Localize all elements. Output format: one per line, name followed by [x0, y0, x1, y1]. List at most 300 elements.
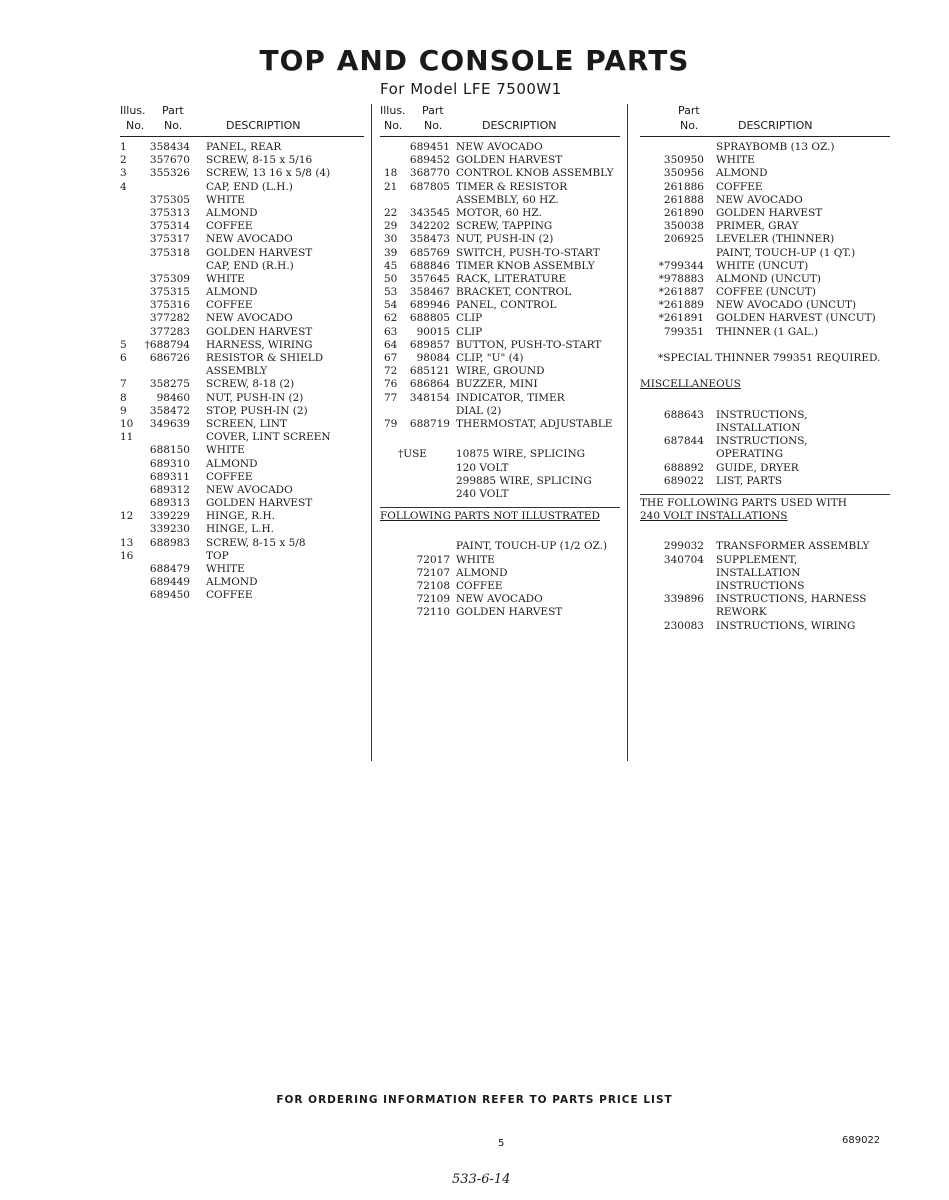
list-item	[380, 141, 620, 154]
part-number: 689857	[409, 338, 450, 351]
page-title: TOP AND CONSOLE PARTS	[259, 44, 690, 77]
part-number: 689449	[149, 576, 190, 589]
part-number: 348154	[409, 391, 450, 404]
part-number: 358472	[149, 404, 190, 417]
part-number: 375316	[149, 299, 190, 312]
list-item	[640, 299, 890, 312]
list-item	[120, 418, 364, 431]
part-description: WHITE	[456, 553, 495, 566]
part-description: WHITE (UNCUT)	[716, 259, 809, 272]
list-item	[120, 405, 364, 418]
part-number: 688983	[149, 536, 190, 549]
list-item	[380, 593, 620, 606]
illus-number: 53	[384, 286, 398, 299]
part-description: ASSEMBLY	[206, 365, 268, 378]
list-item	[120, 194, 364, 207]
list-item	[640, 409, 890, 422]
part-number: 339230	[149, 523, 190, 536]
part-description: SCREEN, LINT	[206, 417, 287, 430]
part-number: 350950	[663, 154, 704, 167]
volt-heading-line-1: THE FOLLOWING PARTS USED WITH	[640, 496, 847, 509]
list-item	[640, 141, 890, 154]
part-number: 339896	[663, 593, 704, 606]
miscellaneous-heading: MISCELLANEOUS	[640, 378, 741, 391]
part-number: 90015	[416, 325, 450, 338]
part-description: COFFEE	[716, 180, 763, 193]
list-item	[380, 392, 620, 405]
part-description: SPRAYBOMB (13 OZ.)	[716, 141, 835, 153]
part-number: 689450	[149, 589, 190, 602]
header-illus: Illus.	[380, 104, 406, 117]
part-description: NEW AVOCADO	[206, 233, 293, 246]
not-illustrated-heading: FOLLOWING PARTS NOT ILLUSTRATED	[380, 510, 600, 523]
part-number: 799351	[663, 325, 704, 338]
column-header	[380, 102, 620, 137]
list-item	[640, 462, 890, 475]
part-number: 375314	[149, 220, 190, 233]
list-item	[120, 299, 364, 312]
part-description: INDICATOR, TIMER	[456, 391, 565, 404]
parts-list	[380, 141, 620, 431]
list-item	[380, 378, 620, 391]
column-header	[120, 102, 364, 137]
part-number: 687844	[663, 435, 704, 448]
list-item	[120, 273, 364, 286]
list-item	[640, 620, 890, 633]
part-description: PANEL, CONTROL	[456, 299, 557, 312]
column-divider-2	[627, 104, 628, 761]
part-description: TIMER & RESISTOR	[456, 180, 568, 193]
part-description: ALMOND	[206, 576, 258, 589]
list-item	[380, 567, 620, 580]
part-number: 689313	[149, 497, 190, 510]
part-number: 230083	[663, 619, 704, 632]
part-number: 368770	[409, 167, 450, 180]
part-description: NEW AVOCADO	[456, 141, 543, 153]
part-description: COFFEE	[206, 299, 253, 312]
list-item	[380, 418, 620, 431]
part-description: ALMOND (UNCUT)	[716, 272, 821, 285]
part-number: 689452	[409, 154, 450, 167]
part-description: ALMOND	[456, 566, 508, 579]
list-item	[640, 554, 890, 567]
part-description: MOTOR, 60 HZ.	[456, 206, 542, 219]
illus-number: 64	[384, 338, 398, 351]
list-item	[380, 233, 620, 246]
list-item	[640, 194, 890, 207]
part-description: 120 VOLT	[456, 461, 509, 474]
list-item	[380, 462, 620, 475]
illus-number: 76	[384, 378, 398, 391]
illus-number: 63	[384, 325, 398, 338]
part-number: 685769	[409, 246, 450, 259]
list-item	[640, 247, 890, 260]
part-number: 375305	[149, 193, 190, 206]
part-description: COFFEE	[206, 470, 253, 483]
header-part: Part	[422, 104, 444, 117]
part-description: 299885 WIRE, SPLICING	[456, 474, 592, 487]
part-number: 72017	[416, 553, 450, 566]
part-description: RESISTOR & SHIELD	[206, 352, 324, 364]
list-item	[640, 567, 890, 580]
part-description: COFFEE	[456, 580, 503, 592]
list-item	[640, 286, 890, 299]
part-description: INSTRUCTIONS	[716, 580, 805, 592]
part-description: GUIDE, DRYER	[716, 461, 799, 474]
part-description: THINNER (1 GAL.)	[716, 325, 819, 338]
part-number: 357670	[149, 154, 190, 167]
list-item	[640, 448, 890, 461]
part-number: 206925	[663, 233, 704, 246]
part-description: STOP, PUSH-IN (2)	[206, 404, 308, 417]
list-item	[120, 444, 364, 457]
part-description: TIMER KNOB ASSEMBLY	[456, 259, 595, 272]
part-number: 261886	[663, 180, 704, 193]
part-description: NUT, PUSH-IN (2)	[456, 233, 554, 246]
list-item	[380, 299, 620, 312]
illus-number: 3	[120, 167, 127, 180]
part-description: CAP, END (L.H.)	[206, 180, 293, 193]
list-item	[120, 378, 364, 391]
part-number: 98084	[416, 352, 450, 364]
list-item	[640, 207, 890, 220]
parts-list	[120, 141, 364, 603]
list-item	[120, 220, 364, 233]
part-description: ALMOND	[716, 167, 768, 180]
part-description: INSTRUCTIONS, WIRING	[716, 619, 856, 632]
list-item	[120, 154, 364, 167]
part-description: PAINT, TOUCH-UP (1/2 OZ.)	[456, 540, 608, 553]
document-number: 689022	[842, 1135, 881, 1146]
part-description: NEW AVOCADO	[456, 593, 543, 606]
part-description: TRANSFORMER ASSEMBLY	[716, 540, 870, 553]
part-description: BUTTON, PUSH-TO-START	[456, 338, 602, 351]
list-item	[120, 550, 364, 563]
part-description: ALMOND	[206, 286, 258, 299]
part-description: HINGE, L.H.	[206, 523, 275, 536]
list-item	[640, 220, 890, 233]
list-item	[120, 326, 364, 339]
list-item	[120, 365, 364, 378]
part-description: TOP	[206, 549, 229, 562]
part-description: NEW AVOCADO	[716, 193, 803, 206]
part-number: 261890	[663, 206, 704, 219]
illus-number: 79	[384, 417, 398, 430]
list-item	[640, 606, 890, 619]
use-note-list	[380, 448, 620, 501]
illus-number: 2	[120, 154, 127, 167]
part-number: 688643	[663, 408, 704, 421]
part-number: 375318	[149, 246, 190, 259]
part-description: COFFEE (UNCUT)	[716, 286, 816, 299]
header-part-no: No.	[680, 119, 699, 132]
illus-number: 1	[120, 141, 127, 153]
list-item	[120, 260, 364, 273]
part-number: 72107	[416, 566, 450, 579]
part-description: COVER, LINT SCREEN	[206, 431, 331, 444]
volt-heading-line-2: 240 VOLT INSTALLATIONS	[640, 510, 788, 523]
part-description: WHITE	[206, 444, 245, 457]
list-item	[380, 273, 620, 286]
illus-number: 13	[120, 536, 134, 549]
part-number: 377283	[149, 325, 190, 338]
list-item	[120, 286, 364, 299]
part-description: WHITE	[206, 193, 245, 206]
illus-number: 50	[384, 272, 398, 285]
ordering-footer: FOR ORDERING INFORMATION REFER TO PARTS PRICE LIST	[276, 1094, 673, 1106]
part-number: 689022	[663, 474, 704, 487]
part-description: PAINT, TOUCH-UP (1 QT.)	[716, 246, 856, 259]
part-number: 261888	[663, 193, 704, 206]
part-description: REWORK	[716, 606, 767, 619]
part-description: SCREW, 8-15 x 5/8	[206, 536, 306, 549]
part-description: PRIMER, GRAY	[716, 220, 799, 233]
part-description: SUPPLEMENT,	[716, 553, 798, 566]
list-item	[120, 141, 364, 154]
list-item	[640, 154, 890, 167]
header-part-no: No.	[424, 119, 443, 132]
illus-number: 10	[120, 417, 134, 430]
illus-number: 21	[384, 180, 398, 193]
part-description: ASSEMBLY, 60 HZ.	[456, 193, 559, 206]
illus-number: 29	[384, 220, 398, 233]
column-divider-1	[371, 104, 372, 761]
list-item	[380, 352, 620, 365]
list-item	[120, 339, 364, 352]
header-part: Part	[678, 104, 700, 117]
handwritten-note: 533-6-14	[452, 1172, 511, 1187]
part-number: 375315	[149, 286, 190, 299]
header-no: No.	[126, 119, 145, 132]
part-description: PANEL, REAR	[206, 141, 282, 153]
list-item	[640, 540, 890, 553]
part-description: BRACKET, CONTROL	[456, 286, 572, 299]
part-description: CLIP	[456, 312, 483, 325]
page-number: 5	[498, 1138, 505, 1149]
miscellaneous-list	[640, 409, 890, 488]
part-number: 689946	[409, 299, 450, 312]
paint-list	[640, 141, 890, 339]
illus-number: 11	[120, 431, 134, 444]
part-number: 357645	[409, 272, 450, 285]
part-number: 688479	[149, 563, 190, 575]
list-item	[640, 326, 890, 339]
parts-column-3	[640, 102, 890, 633]
list-item	[640, 233, 890, 246]
part-description: SWITCH, PUSH-TO-START	[456, 246, 600, 259]
part-description: SCREW, 13 16 x 5/8 (4)	[206, 167, 331, 180]
part-description: WHITE	[206, 272, 245, 285]
list-item	[640, 475, 890, 488]
part-number: 98460	[156, 391, 190, 404]
list-item	[380, 154, 620, 167]
illus-number: 67	[384, 352, 398, 364]
part-description: GOLDEN HARVEST	[456, 606, 563, 619]
list-item	[380, 580, 620, 593]
part-number: *261887	[658, 286, 704, 299]
illus-number: 9	[120, 404, 127, 417]
part-number: 688805	[409, 312, 450, 325]
illus-number: 54	[384, 299, 398, 312]
list-item	[380, 365, 620, 378]
illus-number: 72	[384, 365, 398, 378]
list-item	[120, 312, 364, 325]
list-item	[380, 167, 620, 180]
part-number: 686864	[409, 378, 450, 391]
part-number: 72108	[416, 580, 450, 592]
part-number: 72110	[416, 606, 450, 619]
part-description: COFFEE	[206, 220, 253, 233]
list-item	[120, 537, 364, 550]
part-number: 689312	[149, 483, 190, 496]
part-description: GOLDEN HARVEST (UNCUT)	[716, 312, 876, 325]
list-item	[640, 273, 890, 286]
part-description: GOLDEN HARVEST	[206, 497, 313, 510]
part-number: 375317	[149, 233, 190, 246]
part-number: †688794	[144, 338, 190, 351]
part-number: 688719	[409, 417, 450, 430]
list-item	[380, 194, 620, 207]
part-description: SCREW, 8-18 (2)	[206, 378, 295, 391]
part-number: 687805	[409, 180, 450, 193]
part-number: 689311	[149, 470, 190, 483]
part-description: ALMOND	[206, 457, 258, 470]
part-number: 689451	[409, 141, 450, 153]
part-number: 342202	[409, 220, 450, 233]
list-item	[380, 554, 620, 567]
illus-number: 18	[384, 167, 398, 180]
part-description: 240 VOLT	[456, 487, 509, 500]
illus-number: †USE	[398, 448, 427, 461]
list-item	[380, 606, 620, 619]
part-description: CONTROL KNOB ASSEMBLY	[456, 167, 614, 180]
illus-number: 6	[120, 352, 127, 364]
part-description: GOLDEN HARVEST	[716, 206, 823, 219]
list-item	[120, 497, 364, 510]
list-item	[380, 207, 620, 220]
part-description: RACK, LITERATURE	[456, 272, 567, 285]
part-description: INSTALLATION	[716, 566, 801, 579]
part-description: 10875 WIRE, SPLICING	[456, 448, 586, 461]
part-number: 350956	[663, 167, 704, 180]
list-item	[380, 312, 620, 325]
part-description: INSTRUCTIONS,	[716, 408, 808, 421]
part-number: 358467	[409, 286, 450, 299]
list-item	[640, 422, 890, 435]
list-item	[120, 589, 364, 602]
illus-number: 4	[120, 180, 127, 193]
part-number: 375309	[149, 272, 190, 285]
illus-number: 16	[120, 549, 134, 562]
list-item	[640, 167, 890, 180]
part-number: 689310	[149, 457, 190, 470]
list-item	[380, 540, 620, 553]
list-item	[380, 220, 620, 233]
part-description: NEW AVOCADO	[206, 312, 293, 325]
list-item	[120, 484, 364, 497]
illus-number: 62	[384, 312, 398, 325]
part-description: NEW AVOCADO (UNCUT)	[716, 299, 857, 312]
header-description: DESCRIPTION	[482, 119, 557, 132]
part-description: WHITE	[716, 154, 755, 167]
illus-number: 5	[120, 338, 127, 351]
list-item	[380, 286, 620, 299]
list-item	[120, 392, 364, 405]
part-number: 685121	[409, 365, 450, 378]
list-item	[380, 475, 620, 488]
parts-column-2	[380, 102, 620, 620]
parts-column-1	[120, 102, 364, 603]
list-item	[380, 260, 620, 273]
part-description: HINGE, R.H.	[206, 510, 275, 523]
list-item	[380, 247, 620, 260]
header-no: No.	[384, 119, 403, 132]
list-item	[120, 352, 364, 365]
list-item	[640, 260, 890, 273]
list-item	[380, 181, 620, 194]
illus-number: 8	[120, 391, 127, 404]
part-description: NUT, PUSH-IN (2)	[206, 391, 304, 404]
part-description: GOLDEN HARVEST	[456, 154, 563, 167]
part-description: INSTRUCTIONS,	[716, 435, 808, 448]
part-number: *261891	[658, 312, 704, 325]
part-description: OPERATING	[716, 448, 783, 461]
list-item	[640, 312, 890, 325]
part-number: 688150	[149, 444, 190, 457]
list-item	[120, 458, 364, 471]
list-item	[380, 405, 620, 418]
list-item	[120, 471, 364, 484]
part-number: 72109	[416, 593, 450, 606]
part-number: 340704	[663, 553, 704, 566]
part-description: DIAL (2)	[456, 404, 502, 417]
part-description: LIST, PARTS	[716, 474, 783, 487]
thinner-note: *SPECIAL THINNER 799351 REQUIRED.	[658, 352, 881, 364]
list-item	[640, 435, 890, 448]
part-description: ALMOND	[206, 206, 258, 219]
part-number: 358275	[149, 378, 190, 391]
part-number: 349639	[149, 417, 190, 430]
list-item	[640, 580, 890, 593]
part-description: GOLDEN HARVEST	[206, 246, 313, 259]
part-description: NEW AVOCADO	[206, 483, 293, 496]
part-number: 686726	[149, 352, 190, 364]
part-description: WHITE	[206, 563, 245, 575]
illus-number: 12	[120, 510, 134, 523]
part-number: 350038	[663, 220, 704, 233]
part-description: CAP, END (R.H.)	[206, 259, 294, 272]
part-description: CLIP	[456, 325, 483, 338]
list-item	[120, 431, 364, 444]
illus-number: 39	[384, 246, 398, 259]
part-description: INSTRUCTIONS, HARNESS	[716, 593, 867, 606]
list-item	[120, 233, 364, 246]
list-item	[380, 326, 620, 339]
not-illustrated-list	[380, 540, 620, 619]
part-description: HARNESS, WIRING	[206, 338, 313, 351]
list-item	[120, 207, 364, 220]
part-description: CLIP, "U" (4)	[456, 352, 524, 364]
part-description: SCREW, 8-15 x 5/16	[206, 154, 313, 167]
header-part: Part	[162, 104, 184, 117]
list-item	[120, 576, 364, 589]
illus-number: 45	[384, 259, 398, 272]
part-number: 358434	[149, 141, 190, 153]
list-item	[120, 167, 364, 180]
part-number: 343545	[409, 206, 450, 219]
column-header	[640, 102, 890, 137]
part-number: *978883	[658, 272, 704, 285]
